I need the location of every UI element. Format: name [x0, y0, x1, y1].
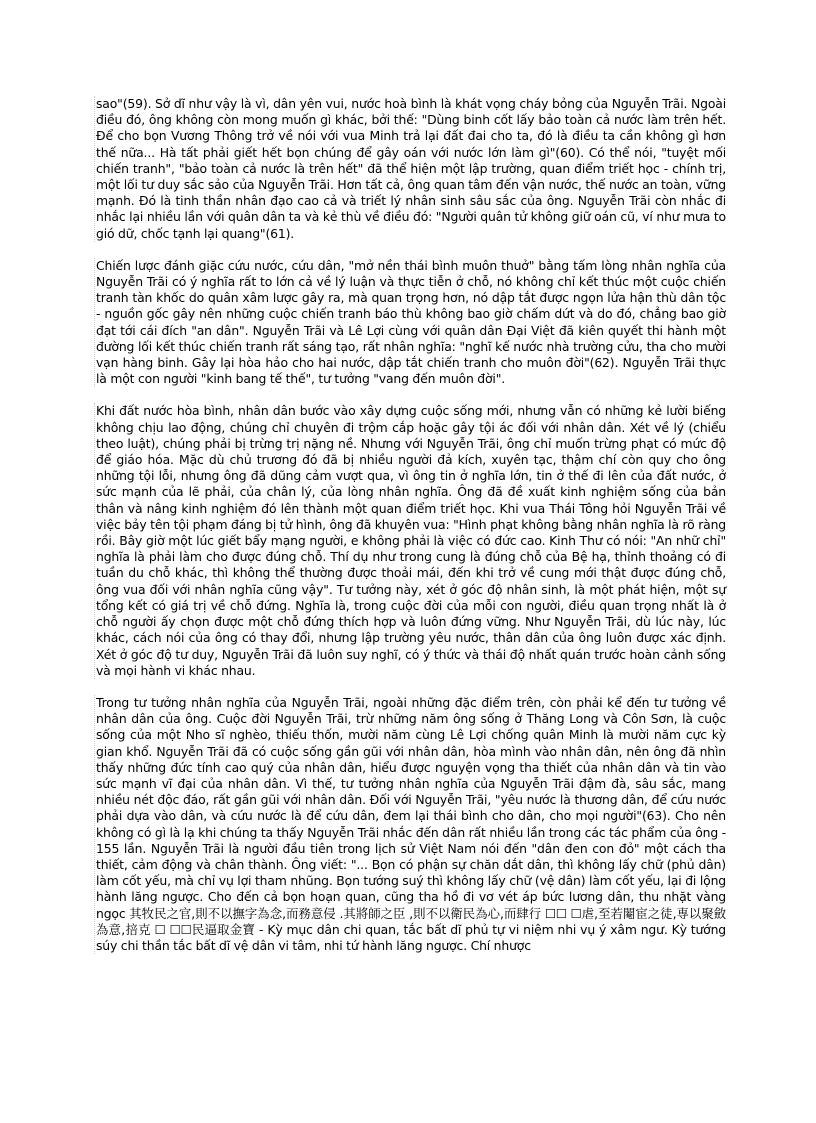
paragraph-2: Chiến lược đánh giặc cứu nước, cứu dân, "mở nền thái bình muôn thuở" bằng tấm lòng nhân nghĩa của Nguyễn Trãi có ý nghĩa rất to lớn cả về lý luận và thực tiễn ở chỗ, nó không chỉ kết thúc một cuộc chiến tranh tàn khốc do quân xâm lược gây ra, mà quan trọng hơn, nó dập tắt được ngọn lửa hận thù dân tộc - nguồn gốc gây nên những cuộc chiến tranh báo thù không bao giờ chấm dứt và do đó, chẳng bao giờ đạt tới cái đích "an dân". Nguyễn Trãi và Lê Lợi cùng với quân dân Đại Việt đã kiên quyết thi hành một đường lối kết thúc chiến tranh rất sáng tạo, rất nhân nghĩa: "nghĩ kế nước nhà trường cửu, tha cho mười vạn hàng binh. Gây lại hòa hảo cho hai nước, dập tắt chiến tranh cho muôn đời"(62). Nguyễn Trãi thực là một con người "kinh bang tế thế", tư tưởng "vang đến muôn đời".	[96, 257, 726, 387]
document-page	[94, 96, 726, 954]
paragraph-3: Khi đất nước hòa bình, nhân dân bước vào xây dựng cuộc sống mới, nhưng vẫn có những kẻ lười biếng không chịu lao động, chúng chỉ chuyên đi trộm cắp hoặc gây tội ác đối với nhân dân. Xét về lý (chiểu theo luật), chúng phải bị trừng trị nặng nề. Nhưng với Nguyễn Trãi, ông chỉ muốn trừng phạt có mức độ để giáo hóa. Mặc dù chủ trương đó đã bị nhiều người đả kích, xuyên tạc, thậm chí còn quy cho ông những tội lỗi, nhưng ông đã dũng cảm vượt qua, vì ông tin ở nghĩa lớn, tin ở thế đi lên của đất nước, ở sức mạnh của lẽ phải, của chân lý, của lòng nhân nghĩa. Ông đã đề xuất kinh nghiệm sống của bản thân và nâng kinh nghiệm đó lên thành một quan điểm triết học. Khi vua Thái Tông hỏi Nguyễn Trãi về việc bảy tên tội phạm đáng bị tử hình, ông đã khuyên vua: "Hình phạt không bằng nhân nghĩa là rõ ràng rồi. Bây giờ một lúc giết bẩy mạng người, e không phải là việc có đức cao. Kinh Thư có nói: "An nhữ chỉ" nghĩa là phải làm cho được đúng chỗ. Thí dụ như trong cung là đúng chỗ của Bệ hạ, thỉnh thoảng có đi tuần du chỗ khác, thì không thể thường được thoải mái, đến khi trở về cung mới thật được đúng chỗ, ông vua đối với nhân nghĩa cũng vậy". Tư tưởng này, xét ở góc độ nhân sinh, là một phát hiện, một sự tổng kết có giá trị về chỗ đứng. Nghĩa là, trong cuộc đời của mỗi con người, điều quan trọng nhất là ở chỗ người ấy chọn được một chỗ đứng thích hợp và luôn đứng vững. Như Nguyễn Trãi, dù lúc này, lúc khác, cách nói của ông có thay đổi, nhưng lập trường yêu nước, thân dân của ông luôn được xác định. Xét ở góc độ tư duy, Nguyễn Trãi đã luôn suy nghĩ, có ý thức và thái độ nhất quán trước hoàn cảnh sống và mọi hành vi khác nhau.	[96, 403, 726, 678]
paragraph-4: Trong tư tưởng nhân nghĩa của Nguyễn Trãi, ngoài những đặc điểm trên, còn phải kể đến tư tưởng về nhân dân của ông. Cuộc đời Nguyễn Trãi, trừ những năm ông sống ở Thăng Long và Côn Sơn, là cuộc sống của một Nho sĩ nghèo, thiếu thốn, mười năm cùng Lê Lợi chống quân Minh là mười năm cực kỳ gian khổ. Nguyễn Trãi đã có cuộc sống gần gũi với nhân dân, hòa mình vào nhân dân, nên ông đã nhìn thấy những đức tính cao quý của nhân dân, hiểu được nguyện vọng tha thiết của nhân dân và tin vào sức mạnh vĩ đại của nhân dân. Vì thế, tư tưởng nhân nghĩa của Nguyễn Trãi đậm đà, sâu sắc, mang nhiều nét độc đáo, rất gần gũi với nhân dân. Đối với Nguyễn Trãi, "yêu nước là thương dân, để cứu nước phải dựa vào dân, và cứu nước là để cứu dân, đem lại thái bình cho dân, cho mọi người"(63). Cho nên không có gì là lạ khi chúng ta thấy Nguyễn Trãi nhắc đến dân rất nhiều lần trong các tác phẩm của ông - 155 lần. Nguyễn Trãi là người đầu tiên trong lịch sử Việt Nam nói đến "dân đen con đỏ" một cách tha thiết, cảm động và chân thành. Ông viết: "... Bọn có phận sự chăn dắt dân, thì không lấy chữ (phủ dân) làm cốt yếu, mà chỉ vụ lợi tham nhũng. Bọn tướng suý thì không lấy chữ (vệ dân) làm cốt yếu, lại đi lộng hành lăng ngược. Cho đến cả bọn hoạn quan, cũng tha hồ đi vơ vét áp bức lương dân, thu nhặt vàng ngọc 其牧民之官,則不以撫字為念,而務意侵 .其將師之臣 ,則不以衛民為心,而肆行 ☐☐ ☐虐,至若閹宦之徒,専以聚斂為意,掊克 ☐ ☐☐民逼取金寶 - Kỳ mục dân chi quan, tắc bất dĩ phủ tự vi niệm nhi vụ ý xâm ngư. Kỳ tướng súy chi thần tắc bất dĩ vệ dân vi tâm, nhi tứ hành lăng ngược. Chí nhược	[96, 694, 726, 953]
paragraph-1: sao"(59). Sở dĩ như vậy là vì, dân yên vui, nước hoà bình là khát vọng cháy bỏng của Nguyễn Trãi. Ngoài điều đó, ông không còn mong muốn gì khác, bởi thế: "Dùng binh cốt lấy bảo toàn cả nước làm trên hết. Để cho bọn Vương Thông trở về nói với vua Minh trả lại đất đai cho ta, đó là điều ta cần không gì hơn thế nữa... Hà tất phải giết hết bọn chúng để gây oán với nước lớn làm gì"(60). Có thể nói, "tuyệt mối chiến tranh", "bảo toàn cả nước là trên hết" đã thể hiện một lập trường, quan điểm triết học - chính trị, một lối tư duy sắc sảo của Nguyễn Trãi. Hơn tất cả, ông quan tâm đến vận nước, thế nước an toàn, vững mạnh. Đó là tinh thần nhân đạo cao cả và triết lý nhân sinh sâu sắc của ông. Nguyễn Trãi còn nhắc đi nhắc lại nhiều lần với quân dân ta và kẻ thù về điều đó: "Người quân tử không giữ oán cũ, ví như mưa to gió dữ, chốc tạnh lại quang"(61).	[96, 96, 726, 241]
